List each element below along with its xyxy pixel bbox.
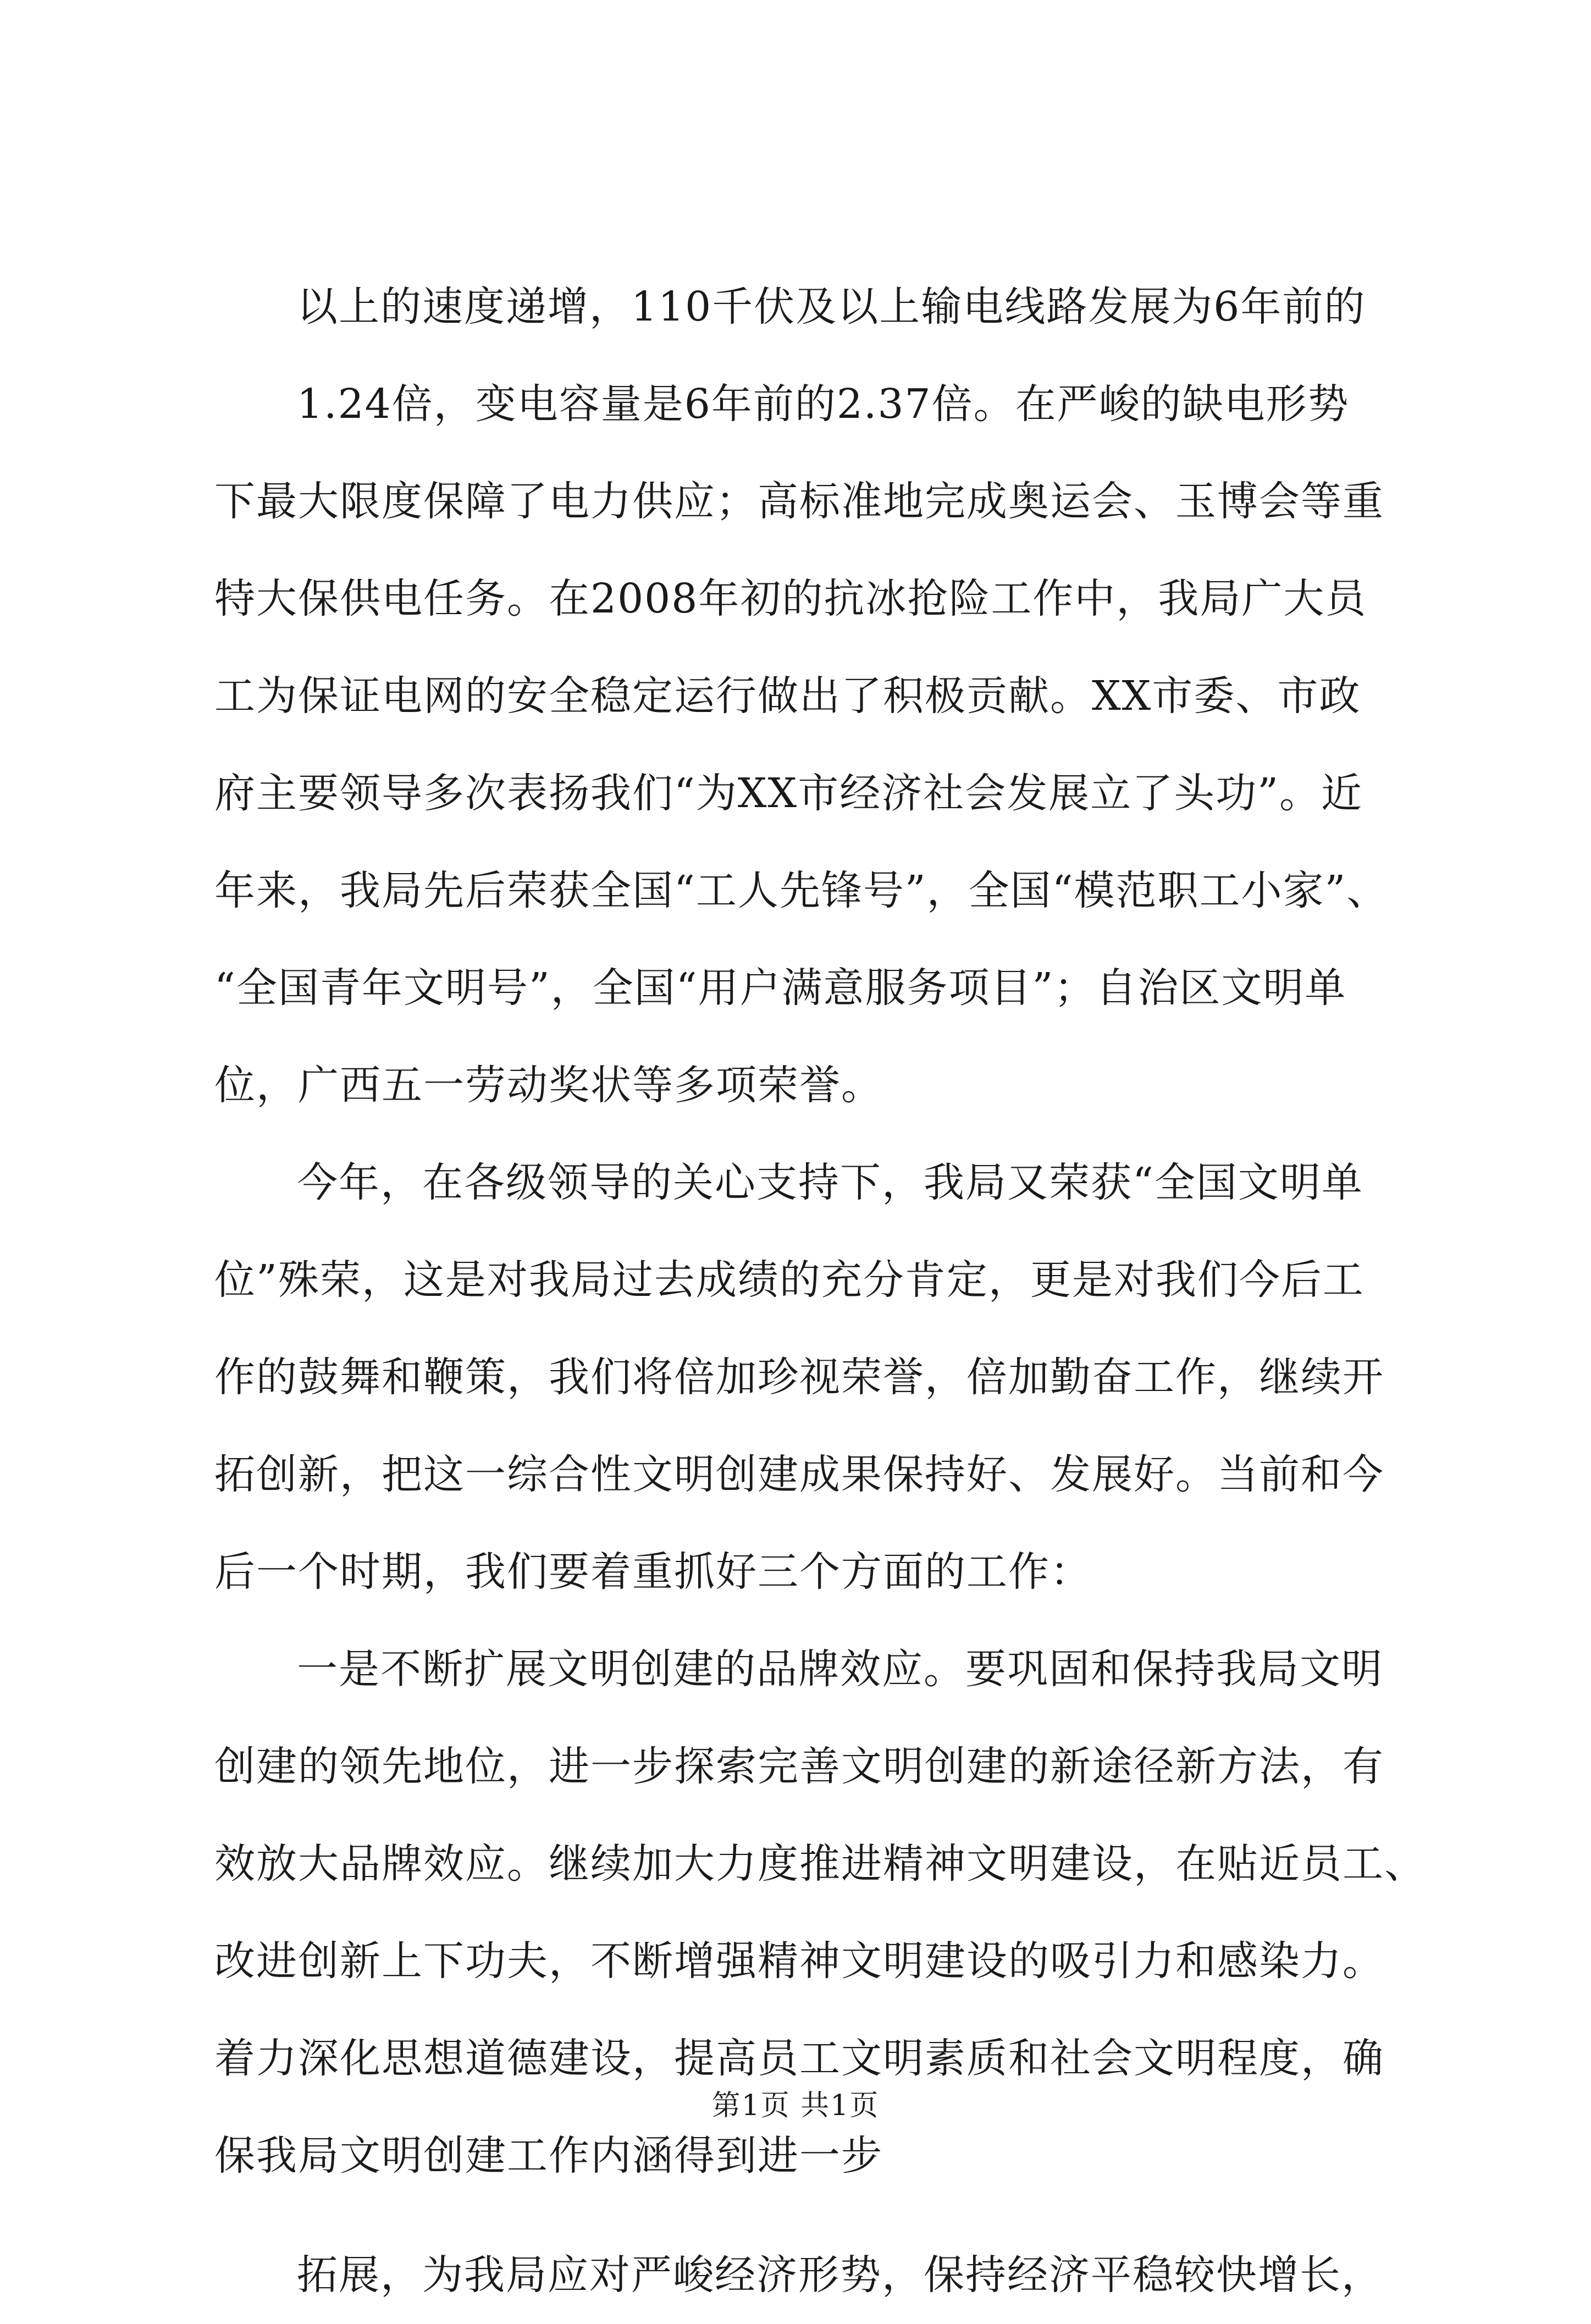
text-line: 创建的领先地位，进一步探索完善文明创建的新途径新方法，有	[214, 1743, 1384, 1790]
text-line: 工为保证电网的安全稳定运行做出了积极贡献。XX市委、市政	[214, 672, 1361, 720]
text-line: 年来，我局先后荣获全国“工人先锋号”，全国“模范职工小家”、	[214, 867, 1389, 914]
text-line: 下最大限度保障了电力供应；高标准地完成奥运会、玉博会等重	[214, 478, 1384, 525]
text-line: “全国青年文明号”，全国“用户满意服务项目”；自治区文明单	[214, 964, 1347, 1012]
text-line: 府主要领导多次表扬我们“为XX市经济社会发展立了头功”。近	[214, 770, 1363, 817]
text-line: 着力深化思想道德建设，提高员工文明素质和社会文明程度，确	[214, 2035, 1384, 2082]
page-footer	[0, 2086, 1591, 2125]
text-line: 改进创新上下功夫，不断增强精神文明建设的吸引力和感染力。	[214, 1937, 1384, 1985]
text-line: 今年，在各级领导的关心支持下，我局又荣获“全国文明单	[297, 1159, 1363, 1206]
text-line: 位，广西五一劳动奖状等多项荣誉。	[214, 1062, 883, 1109]
text-line: 保我局文明创建工作内涵得到进一步	[214, 2132, 883, 2179]
text-line: 后一个时期，我们要着重抓好三个方面的工作：	[214, 1548, 1092, 1596]
text-line: 拓创新，把这一综合性文明创建成果保持好、发展好。当前和今	[214, 1451, 1384, 1498]
page-number-label: 第1页 共1页	[711, 2089, 880, 2122]
text-line: 以上的速度递增，110千伏及以上输电线路发展为6年前的	[297, 283, 1366, 330]
text-line: 位”殊荣，这是对我局过去成绩的充分肯定，更是对我们今后工	[214, 1256, 1364, 1304]
text-line: 特大保供电任务。在2008年初的抗冰抢险工作中，我局广大员	[214, 575, 1367, 622]
text-line: 一是不断扩展文明创建的品牌效应。要巩固和保持我局文明	[297, 1646, 1383, 1693]
document-body	[214, 258, 1426, 2324]
text-line: 1.24倍，变电容量是6年前的2.37倍。在严峻的缺电形势	[297, 380, 1350, 428]
text-line: 作的鼓舞和鞭策，我们将倍加珍视荣誉，倍加勤奋工作，继续开	[214, 1354, 1384, 1401]
text-line: 效放大品牌效应。继续加大力度推进精神文明建设，在贴近员工、	[214, 1840, 1426, 1887]
text-line: 拓展，为我局应对严峻经济形势，保持经济平稳较快增长，	[297, 2251, 1383, 2299]
